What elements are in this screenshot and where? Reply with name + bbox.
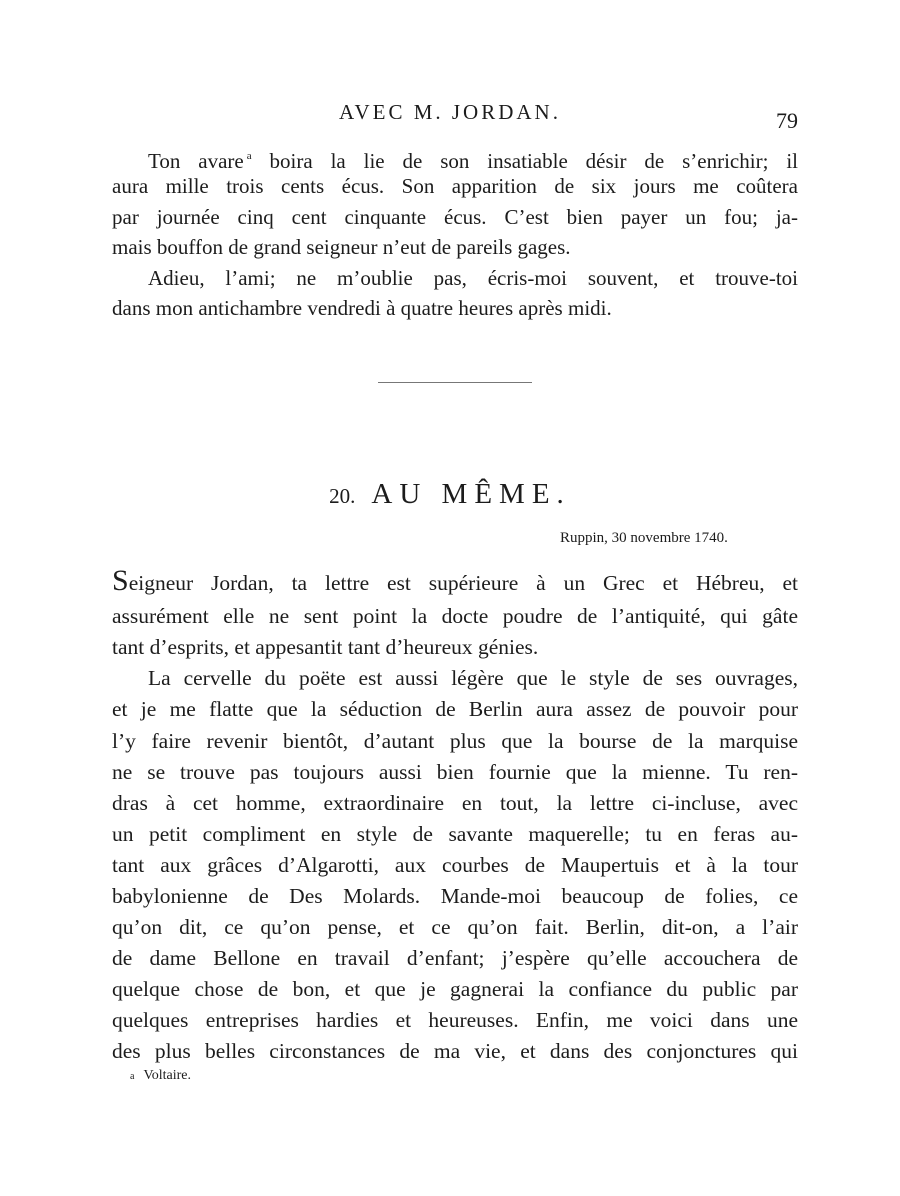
text-line: Adieu, l’ami; ne m’oublie pas, écris-moi souvent, et trouve-toi (148, 266, 798, 290)
text-line: La cervelle du poëte est aussi légère que le style de ses ouvrages, (148, 666, 798, 690)
footnote-marker: a (130, 1071, 135, 1082)
section-number: 20. (329, 484, 356, 508)
letter-paragraph-1 (112, 565, 798, 600)
text-line: mais bouffon de grand seigneur n’eut de pareils gages. (112, 235, 571, 259)
text-line: quelques entreprises hardies et heureuses. Enfin, me voici dans une (112, 1008, 798, 1032)
footnote-marker: a (246, 150, 252, 162)
text-line: un petit compliment en style de savante maquerelle; tu en feras au- (112, 822, 798, 846)
text-line: aura mille trois cents écus. Son apparition de six jours me coûtera (112, 174, 798, 198)
section-name: AU MÊME. (371, 478, 571, 510)
text-line: par journée cinq cent cinquante écus. C’est bien payer un fou; ja- (112, 205, 798, 229)
text-line: qu’on dit, ce qu’on pense, et ce qu’on fait. Berlin, dit-on, a l’air (112, 915, 798, 939)
text-line: boira la lie de son insatiable désir de s’enrichir; il (269, 149, 798, 173)
dateline: Ruppin, 30 novembre 1740. (560, 530, 728, 546)
letter-paragraph-2 (112, 663, 798, 695)
page-number: 79 (776, 108, 798, 133)
text-line: de dame Bellone en travail d’enfant; j’espère qu’elle accouchera de (112, 946, 798, 970)
text-line: l’y faire revenir bientôt, d’autant plus que la bourse de la marquise (112, 729, 798, 753)
text-line: eigneur Jordan, ta lettre est supérieure à un Grec et Hébreu, et (128, 571, 798, 595)
drop-initial: S (112, 564, 129, 597)
running-head: AVEC M. JORDAN. (339, 100, 561, 124)
text-line: dras à cet homme, extraordinaire en tout, la lettre ci-incluse, avec (112, 791, 798, 815)
footnote-text: Voltaire. (143, 1068, 192, 1083)
text-line: quelque chose de bon, et que je gagnerai la confiance du public par (112, 977, 798, 1001)
text-line: babylonienne de Des Molards. Mande-moi beaucoup de folies, ce (112, 884, 798, 908)
text-line: tant d’esprits, et appesantit tant d’heureux génies. (112, 635, 539, 659)
text-line: des plus belles circonstances de ma vie, et dans des conjonctures qui (112, 1039, 798, 1063)
previous-letter-paragraph-2 (112, 263, 798, 294)
text-line: et je me flatte que la séduction de Berlin aura assez de pouvoir pour (112, 697, 798, 721)
section-divider (378, 382, 532, 383)
text-line: Ton avare (148, 149, 244, 173)
text-line: dans mon antichambre vendredi à quatre heures après midi. (112, 296, 612, 320)
text-line: assurément elle ne sent point la docte poudre de l’antiquité, qui gâte (112, 604, 798, 628)
section-title (0, 478, 900, 511)
text-line: ne se trouve pas toujours aussi bien fournie que la mienne. Tu ren- (112, 760, 798, 784)
footnote (130, 1068, 191, 1084)
text-line: tant aux grâces d’Algarotti, aux courbes de Maupertuis et à la tour (112, 853, 798, 877)
